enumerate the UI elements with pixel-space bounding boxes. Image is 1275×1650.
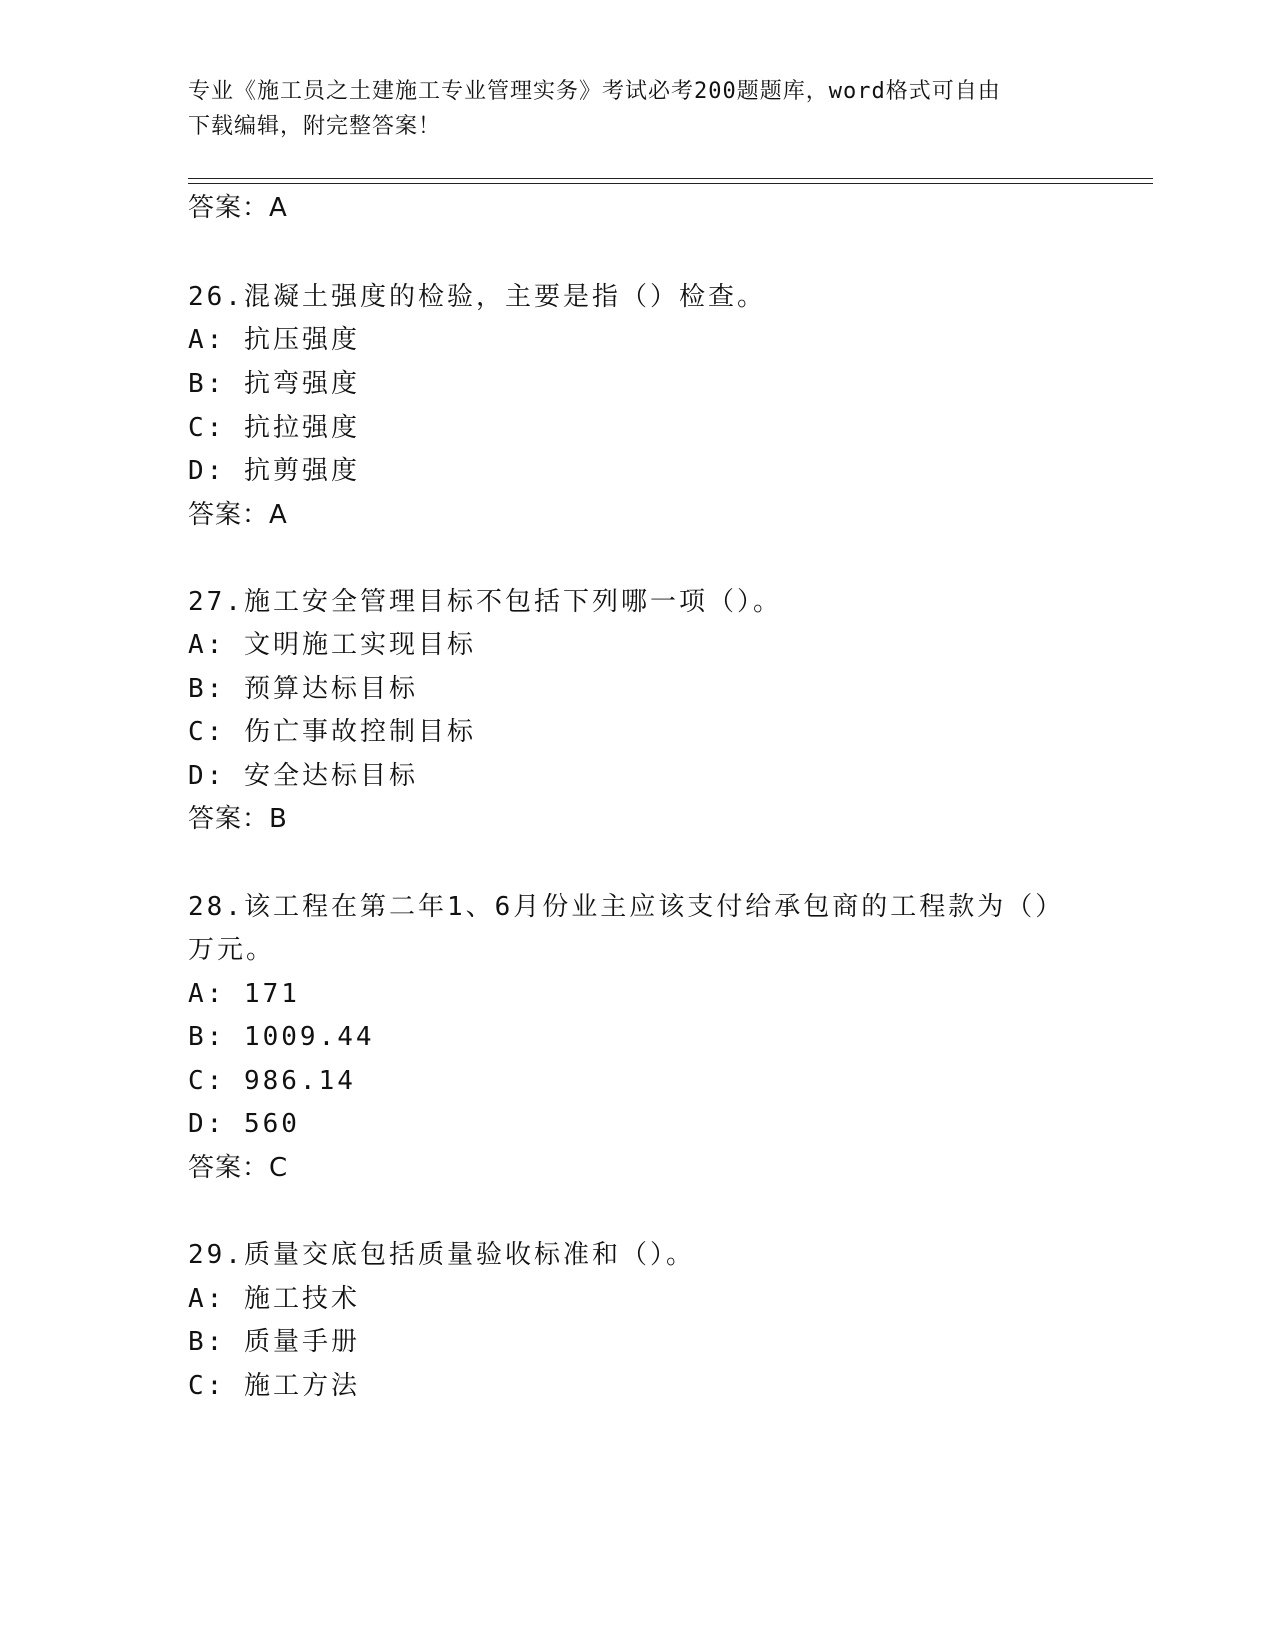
option-c: C: 施工方法 (188, 1371, 360, 1401)
header-rule-bottom (188, 183, 1153, 184)
option-a: A: 抗压强度 (188, 325, 360, 355)
answer-line: 答案：C (188, 1153, 289, 1183)
option-d: D: 抗剪强度 (188, 456, 360, 486)
answer-line: 答案：B (188, 804, 288, 834)
question-stem: 26.混凝土强度的检验，主要是指（）检查。 (188, 282, 766, 312)
header-line-2: 下载编辑，附完整答案！ (188, 114, 442, 139)
question-stem: 28.该工程在第二年1、6月份业主应该支付给承包商的工程款为（） (188, 892, 1065, 922)
question-stem-continued: 万元。 (188, 935, 276, 965)
option-a: A: 171 (188, 979, 300, 1009)
option-c: C: 抗拉强度 (188, 413, 360, 443)
option-d: D: 560 (188, 1109, 300, 1139)
option-d: D: 安全达标目标 (188, 761, 418, 791)
answer-line: 答案：A (188, 193, 288, 223)
question-stem: 29.质量交底包括质量验收标准和（）。 (188, 1240, 695, 1270)
option-b: B: 预算达标目标 (188, 674, 418, 704)
header-line-1: 专业《施工员之土建施工专业管理实务》考试必考200题题库，word格式可自由 (188, 79, 1001, 104)
option-a: A: 文明施工实现目标 (188, 630, 476, 660)
option-c: C: 伤亡事故控制目标 (188, 717, 476, 747)
option-b: B: 抗弯强度 (188, 369, 360, 399)
document-header (188, 74, 1068, 144)
option-a: A: 施工技术 (188, 1284, 360, 1314)
option-b: B: 质量手册 (188, 1327, 360, 1357)
question-stem: 27.施工安全管理目标不包括下列哪一项（）。 (188, 587, 782, 617)
header-rule-top (188, 178, 1153, 179)
option-c: C: 986.14 (188, 1066, 356, 1096)
answer-line: 答案：A (188, 500, 288, 530)
option-b: B: 1009.44 (188, 1022, 375, 1052)
